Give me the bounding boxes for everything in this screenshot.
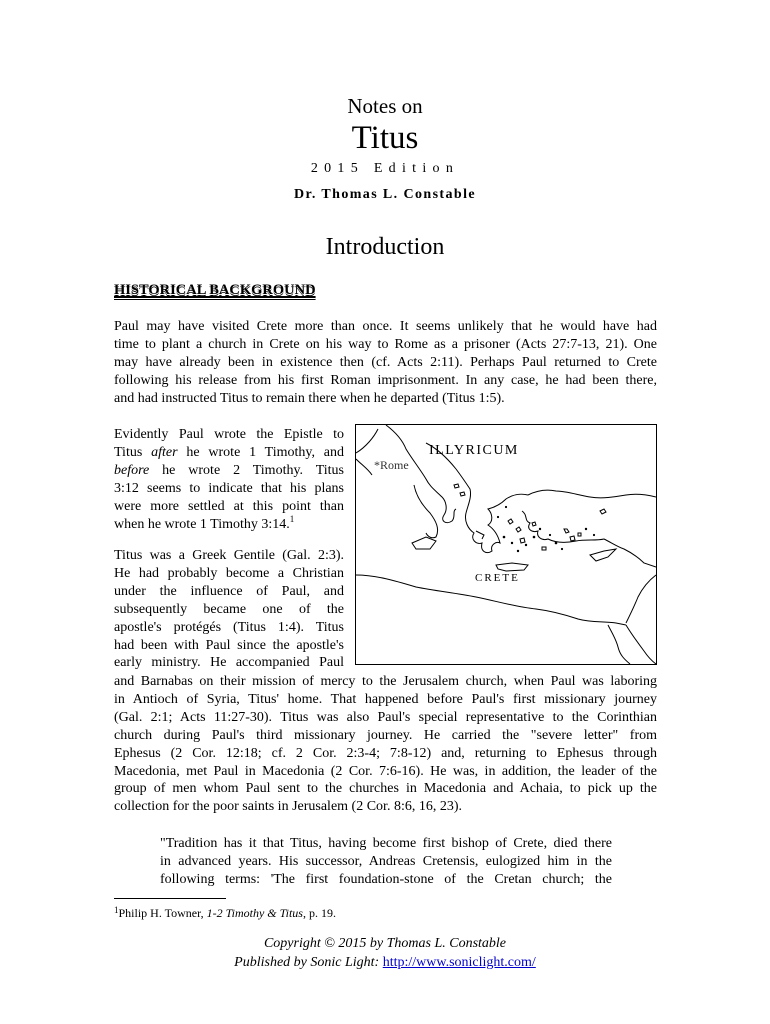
footnote-divider	[114, 898, 226, 899]
map-label-crete: CRETE	[475, 572, 520, 584]
footnote-page: , p. 19.	[302, 906, 336, 920]
paragraph-titus-background	[114, 547, 344, 690]
text-line: Ephesus (2 Cor. 12:18; cf. 2 Cor. 2:3-4; 7:8-12) and, returning to Ephesus through	[114, 745, 657, 761]
footnote-mark: 1	[114, 905, 119, 915]
map-label-rome	[374, 458, 409, 473]
text-fragment: when he wrote 1 Timothy 3:14.	[114, 516, 290, 532]
soniclight-link[interactable]: http://www.soniclight.com/	[382, 955, 536, 970]
text-fragment: Titus	[114, 444, 152, 460]
introduction-heading: Introduction	[325, 234, 445, 260]
text-line: Titus was a Greek Gentile (Gal. 2:3).	[114, 548, 344, 563]
historical-background-heading: HISTORICAL BACKGROUND	[114, 282, 316, 298]
edition-label: 2015 Edition	[310, 161, 460, 176]
text-line: collection for the poor saints in Jerusalem (2 Cor. 8:6, 16, 23).	[114, 799, 462, 815]
copyright-notice	[0, 934, 770, 972]
emphasis-before: before	[114, 462, 150, 478]
text-line: under the influence of Paul, and	[114, 583, 344, 599]
text-line: and Barnabas on their mission of mercy to the Jerusalem church, when Paul was laboring	[114, 674, 657, 689]
block-quote-tradition	[160, 835, 612, 907]
publisher-label: Published by Sonic Light:	[234, 955, 383, 970]
footnote-author: Philip H. Towner,	[118, 906, 207, 920]
text-line: may have already been in existence then (cf. Acts 2:11). Perhaps Paul returned to Crete	[114, 354, 657, 370]
text-line: group of men whom Paul sent to the churches in Macedonia and Achaia, to pick up the	[114, 781, 657, 797]
text-line: Paul may have visited Crete more than once. It seems unlikely that he would have had	[114, 319, 657, 334]
rome-name: Rome	[380, 458, 409, 472]
author-name: Dr. Thomas L. Constable	[294, 187, 476, 202]
text-fragment: he wrote 1 Timothy, and	[177, 444, 344, 460]
copyright-line: Copyright © 2015 by Thomas L. Constable	[263, 936, 507, 951]
text-line: and had instructed Titus to remain there when he departed (Titus 1:5).	[114, 390, 505, 406]
footnote-book-title: 1-2 Timothy & Titus	[206, 906, 303, 920]
text-line: time to plant a church in Crete on his way to Rome as a prisoner (Acts 27:7-13, 21). One	[114, 336, 657, 352]
text-line	[114, 462, 344, 480]
text-line: church during Paul's third missionary journey. He carried the "severe letter" from	[114, 727, 657, 743]
emphasis-after: after	[151, 444, 178, 460]
text-line: early ministry. He accompanied Paul	[114, 655, 344, 671]
text-line: Evidently Paul wrote the Epistle to	[114, 427, 344, 442]
text-line: subsequently became one of the	[114, 601, 344, 617]
text-line: He had probably become a Christian	[114, 565, 344, 581]
text-line	[114, 513, 344, 534]
text-line: 3:12 seems to indicate that his plans	[114, 480, 344, 496]
map-label-illyricum: ILLYRICUM	[429, 443, 519, 458]
text-line: were more settled at this point than	[114, 498, 344, 514]
text-line: following terms: 'The first foundation-stone of the Cretan church; the	[160, 871, 612, 887]
mediterranean-map	[355, 424, 657, 665]
notes-on-label: Notes on	[347, 94, 423, 118]
text-line: Macedonia, met Paul in Macedonia (2 Cor. 7:6-16). He was, in addition, the leader of the	[114, 763, 657, 779]
book-title: Titus	[351, 120, 419, 156]
footnote-reference[interactable]: 1	[289, 513, 295, 524]
text-line: apostle's protégés (Titus 1:4). Titus	[114, 619, 344, 635]
publisher-line	[0, 953, 770, 972]
text-line: following his release from his first Roman imprisonment. In any case, he had been there,	[114, 372, 657, 388]
paragraph-titus-ministry	[114, 673, 657, 834]
text-fragment: he wrote 2 Timothy. Titus	[149, 462, 344, 478]
paragraph-crete-visits	[114, 318, 657, 425]
rome-marker-icon: *	[374, 458, 380, 472]
text-line: in Antioch of Syria, Titus' home. That happened before Paul's first missionary journey	[114, 691, 657, 707]
text-line: in advanced years. His successor, Andreas Cretensis, eulogized him in the	[160, 853, 612, 869]
text-line	[114, 444, 344, 462]
text-line: (Gal. 2:1; Acts 11:27-30). Titus was also Paul's special representative to the Corinthian	[114, 709, 657, 725]
paragraph-epistle-timing	[114, 426, 344, 551]
text-line: had been with Paul since the apostle's	[114, 637, 344, 653]
text-line: "Tradition has it that Titus, having become first bishop of Crete, died there	[160, 836, 612, 851]
footnote	[114, 906, 336, 921]
